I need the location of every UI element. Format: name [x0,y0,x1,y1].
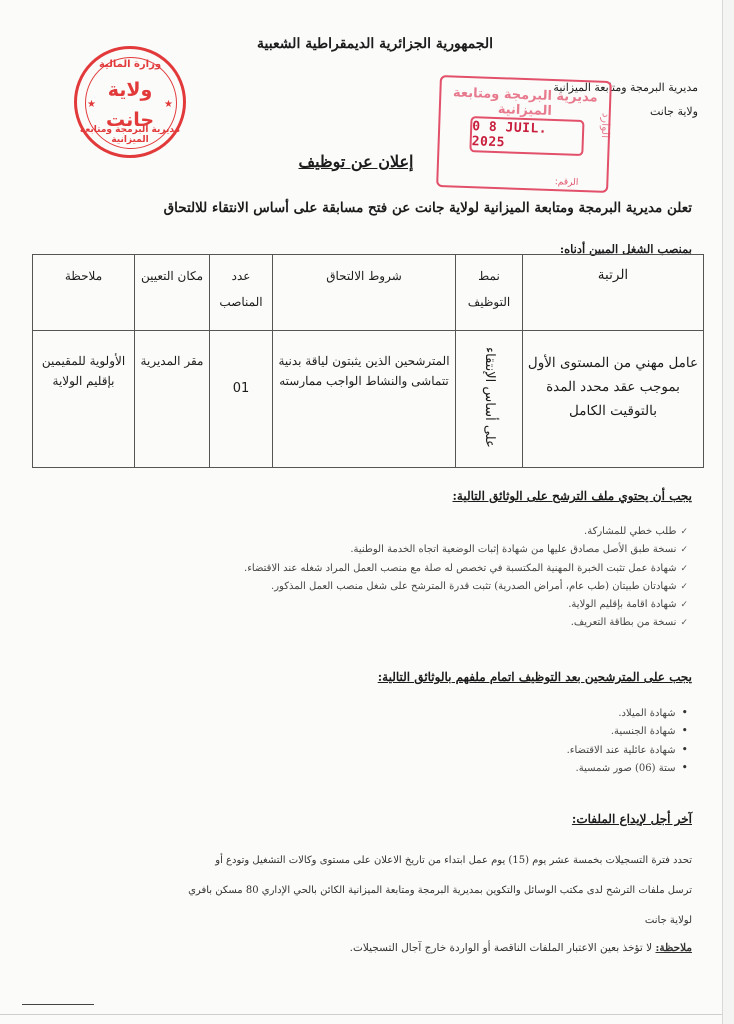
star-icon: ★ [164,99,173,110]
list-item: ✓ طلب خطي للمشاركة. [244,526,688,544]
cell-mode-text: على أساس الإنتقاء [482,347,497,448]
deadline-line: ترسل ملفات الترشح لدى مكتب الوسائل والتكوين بمديرية البرمجة ومتابعة الميزانية الكائن بالحي الإداري 80 مسكن بافري [188,885,692,896]
header-place: مكان التعيين [135,255,210,331]
stamp-side-label: الوارد [598,112,613,139]
stamp-date: 0 8 JUIL. 2025 [469,116,584,156]
cell-rank: عامل مهني من المستوى الأول بموجب عقد محدد المدة بالتوقيت الكامل [523,331,704,468]
list-item: ✓ نسخة من بطاقة التعريف. [244,617,688,635]
list-item: • شهادة عائلية عند الاقتضاء. [567,743,688,761]
required-docs-title: يجب أن يحتوي ملف الترشح على الوثائق التالية: [452,489,692,503]
footer-rule [22,1004,94,1005]
cell-posts: 01 [210,331,273,468]
header-mode: نمط التوظيف [456,255,523,331]
note-label: ملاحظة: [655,942,692,954]
positions-table [32,254,704,468]
list-item: ✓ شهادتان طبيتان (طب عام، أمراض الصدرية) تثبت قدرة المترشح على شغل منصب العمل المذكور. [244,581,688,599]
stamp-header: مديرية البرمجة ومتابعة الميزانية [452,85,598,119]
deadline-line: تحدد فترة التسجيلات بخمسة عشر يوم (15) يوم عمل ابتداء من تاريخ الاعلان على مستوى وكالات التشغيل وتودع أو [215,855,692,866]
header-note: ملاحظة [33,255,135,331]
cell-note: الأولوية للمقيمين بإقليم الولاية [33,331,135,468]
received-date-stamp [436,75,612,193]
list-item: ✓ شهادة عمل تثبت الخبرة المهنية المكتسبة في تخصص له صلة مع منصب العمل المراد شغله عند الاقتضاء. [244,563,688,581]
deadline-line: لولاية جانت [644,915,692,926]
cell-conditions: المترشحين الذين يثبتون لياقة بدنية تتماشى والنشاط الواجب ممارسته [273,331,456,468]
intro-text-continued: بمنصب الشغل المبين أدناه: [559,242,692,256]
note-text: لا تؤخذ بعين الاعتبار الملفات الناقصة أو الواردة خارج آجال التسجيلات. [349,942,653,954]
after-docs-list [567,706,688,779]
table-row [33,331,704,468]
seal-line2: جانت [105,109,155,131]
cell-mode [456,331,523,468]
header-rank: الرتبة [523,255,704,331]
wilaya-name: ولاية جانت [649,105,698,118]
table-header-row [33,255,704,331]
stamp-ref-label: الرقم: [554,177,579,188]
intro-text: تعلن مديرية البرمجة ومتابعة الميزانية لولاية جانت عن فتح مسابقة على أساس الانتقاء للالتحاق [163,200,692,216]
deadline-title: آخر أجل لإيداع الملفات: [571,812,692,826]
required-docs-list [244,526,688,636]
round-seal-stamp [74,46,186,158]
republic-header: الجمهورية الجزائرية الديمقراطية الشعبية [256,36,493,52]
list-item: ✓ نسخة طبق الأصل مصادق عليها من شهادة إثبات الوضعية اتجاه الخدمة الوطنية. [244,544,688,562]
cell-place: مقر المديرية [135,331,210,468]
seal-bottom-text: مديرية البرمجة ومتابعة الميزانية [79,125,181,145]
seal-top-text: وزارة المالية [98,59,162,70]
list-item: ✓ شهادة اقامة بإقليم الولاية. [244,599,688,617]
header-posts: عدد المناصب [210,255,273,331]
header-conditions: شروط الالتحاق [273,255,456,331]
list-item: • شهادة الميلاد. [567,706,688,724]
star-icon: ★ [87,99,96,110]
page-edge-line [0,1014,722,1015]
deadline-paragraph [24,846,692,936]
announcement-title: إعلان عن توظيف [298,152,414,171]
after-docs-title: يجب على المترشحين بعد التوظيف اتمام ملفهم بالوثائق التالية: [377,670,692,684]
directorate-name: مديرية البرمجة ومتابعة الميزانية [553,81,698,94]
list-item: • شهادة الجنسية. [567,724,688,742]
seal-line1: ولاية [107,79,153,101]
note-line [350,942,692,954]
list-item: • ستة (06) صور شمسية. [567,761,688,779]
